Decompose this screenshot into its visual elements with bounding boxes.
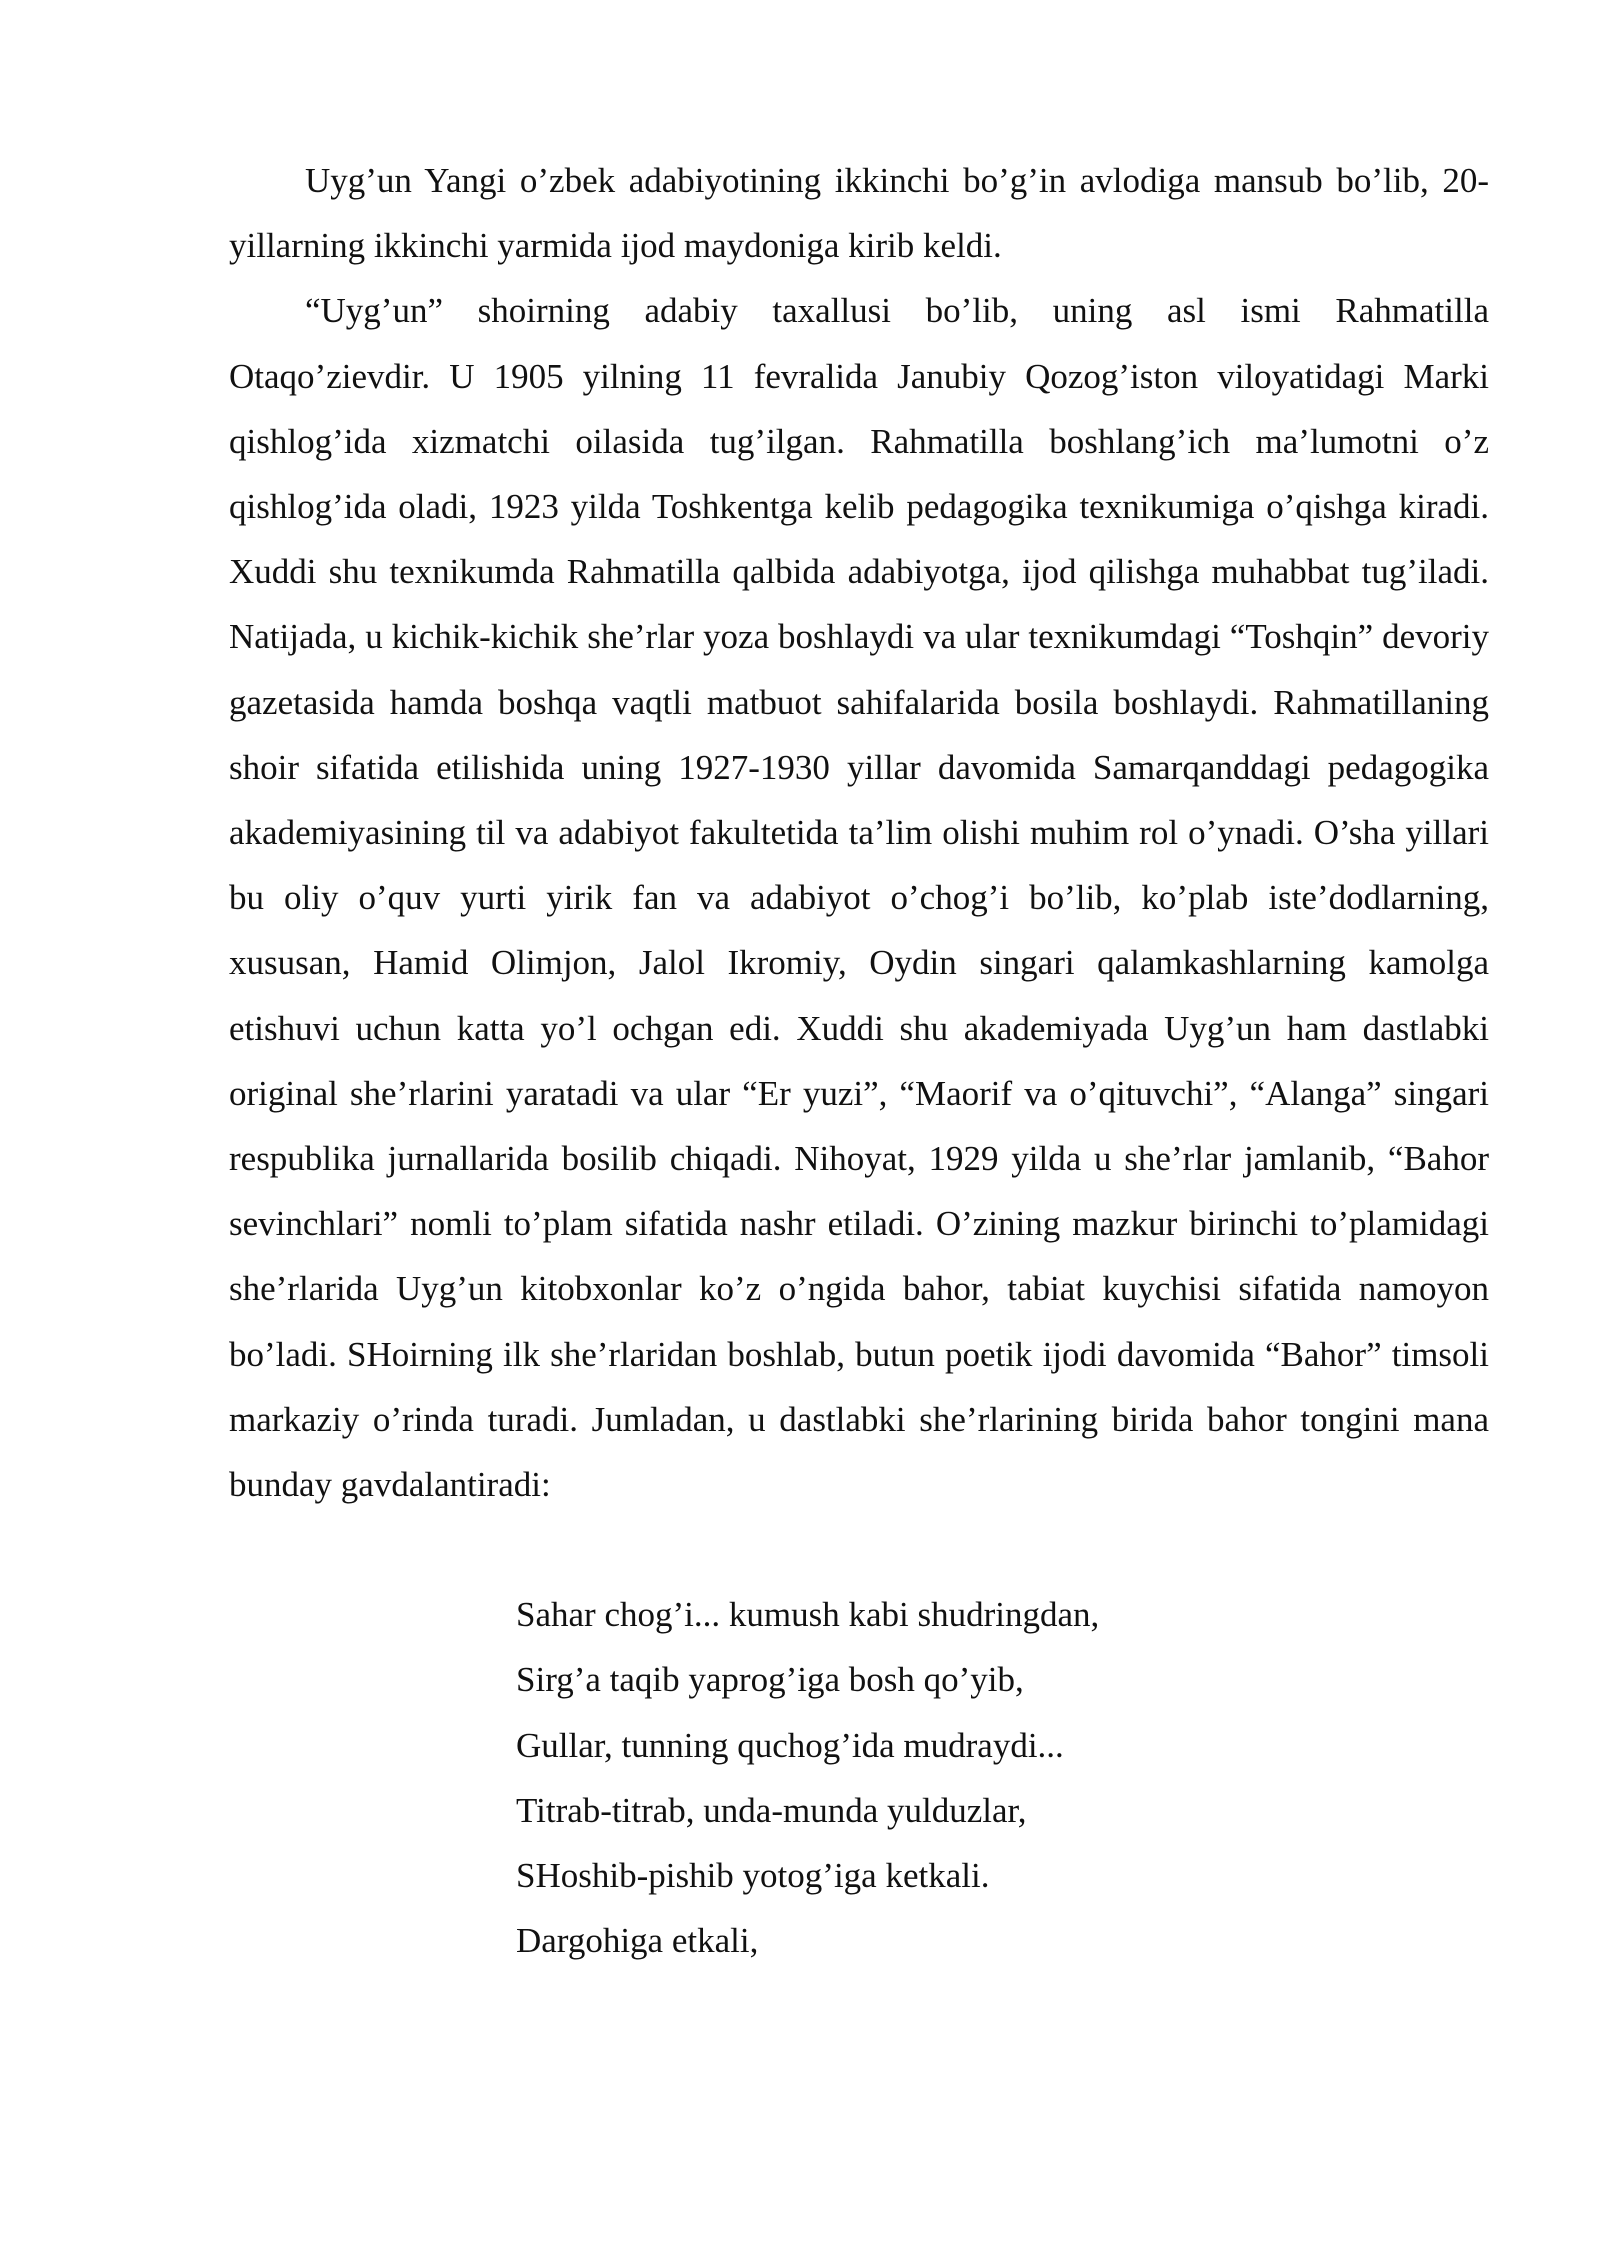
poem-line: SHoshib-pishib yotog’iga ketkali. (516, 1856, 990, 1896)
paragraph-biography: “Uyg’un” shoirning adabiy taxallusi bo’lib, uning asl ismi Rahmatilla Otaqo’zievdir. U 1905 yilning 11 fevralida Janubiy Qozog’iston viloyatidagi Marki qishlog’ida xizmatchi oilasida tug’ilgan. Rahmatilla boshlang’ich ma’lumotni o’z qishlog’ida oladi, 1923 yilda Toshkentga kelib pedagogika texnikumiga o’qishga kiradi. Xuddi shu texnikumda Rahmatilla qalbida adabiyotga, ijod qilishga muhabbat tug’iladi. Natijada, u kichik-kichik she’rlar yoza boshlaydi va ular texnikumdagi “Toshqin” devoriy gazetasida hamda boshqa vaqtli matbuot sahifalarida bosila boshlaydi. Rahmatillaning shoir sifatida etilishida uning 1927-1930 yillar davomida Samarqanddagi pedagogika akademiyasining til va adabiyot fakultetida ta’lim olishi muhim rol o’ynadi. O’sha yillari bu oliy o’quv yurti yirik fan va adabiyot o’chog’i bo’lib, ko’plab iste’dodlarning, xususan, Hamid Olimjon, Jalol Ikromiy, Oydin singari qalamkashlarning kamolga etishuvi uchun katta yo’l ochgan edi. Xuddi shu akademiyada Uyg’un ham dastlabki original she’rlarini yaratadi va ular “Er yuzi”, “Maorif va o’qituvchi”, “Alanga” singari respublika jurnallarida bosilib chiqadi. Nihoyat, 1929 yilda u she’rlar jamlanib, “Bahor sevinchlari” nomli to’plam sifatida nashr etiladi. O’zining mazkur birinchi to’plamidagi she’rlarida Uyg’un kitobxonlar ko’z o’ngida bahor, tabiat kuychisi sifatida namoyon bo’ladi. SHoirning ilk she’rlaridan boshlab, butun poetik ijodi davomida “Bahor” timsoli markaziy o’rinda turadi. Jumladan, u dastlabki she’rlarining birida bahor tongini mana bunday gavdalantiradi: (229, 291, 1489, 1505)
poem-line: Sahar chog’i... kumush kabi shudringdan, (516, 1595, 1100, 1635)
poem-line: Titrab-titrab, unda-munda yulduzlar, (516, 1790, 1027, 1830)
document-page (229, 148, 1489, 1973)
paragraph-intro: Uyg’un Yangi o’zbek adabiyotining ikkinchi bo’g’in avlodiga mansub bo’lib, 20-yillarning ikkinchi yarmida ijod maydoniga kirib keldi. (229, 161, 1489, 266)
poem-excerpt (229, 1582, 1489, 1973)
poem-line: Gullar, tunning quchog’ida mudraydi... (516, 1725, 1064, 1765)
poem-line: Dargohiga etkali, (516, 1921, 759, 1961)
poem-line: Sirg’a taqib yaprog’iga bosh qo’yib, (516, 1660, 1024, 1700)
